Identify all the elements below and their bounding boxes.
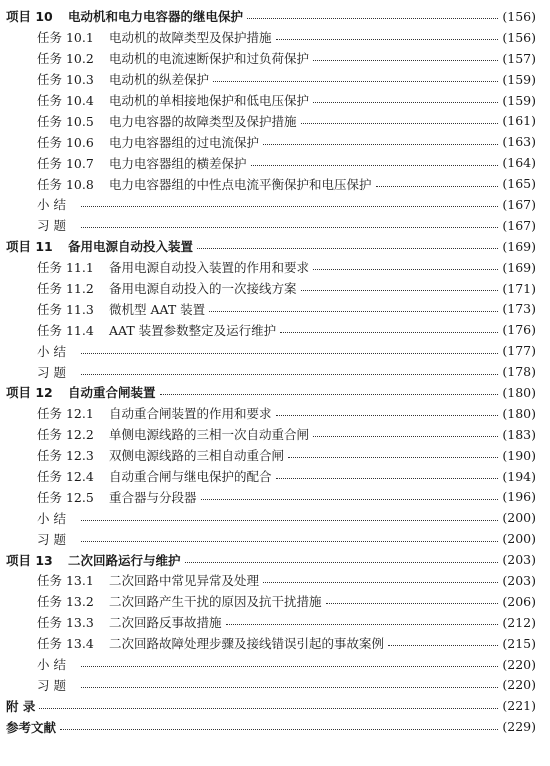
toc-entry-label: 任务 12.4: [37, 469, 94, 485]
dot-leader: [388, 644, 498, 646]
toc-entry-task[interactable]: [0, 278, 550, 299]
toc-entry-label: 任务 13.3: [37, 615, 94, 631]
toc-entry-label: 附 录: [6, 698, 36, 714]
dot-leader: [39, 707, 498, 709]
toc-entry-page-number: (173): [502, 301, 536, 317]
dot-leader: [201, 498, 499, 500]
toc-entry-title: 备用电源自动投入装置的作用和要求: [109, 260, 310, 276]
toc-entry-project[interactable]: [0, 236, 550, 257]
toc-entry-label: 小 结: [37, 197, 66, 213]
dot-leader: [81, 205, 498, 207]
toc-entry-title: 电力电容器的故障类型及保护措施: [109, 113, 297, 129]
toc-entry-label: 任务 10.8: [37, 176, 94, 192]
toc-entry-title: 二次回路运行与维护: [68, 552, 181, 568]
toc-entry-page-number: (159): [502, 92, 536, 108]
toc-entry-title: 电力电容器组的中性点电流平衡保护和电压保护: [109, 176, 372, 192]
toc-entry-title: 电动机的纵差保护: [109, 72, 210, 88]
toc-entry-page-number: (220): [502, 656, 536, 672]
toc-entry-title: 电力电容器组的横差保护: [109, 155, 247, 171]
dot-leader: [288, 456, 498, 458]
toc-entry-page-number: (194): [502, 468, 536, 484]
toc-entry-title: 电力电容器组的过电流保护: [109, 134, 260, 150]
dot-leader: [313, 268, 498, 270]
toc-entry-label: 小 结: [37, 657, 66, 673]
dot-leader: [276, 38, 499, 40]
toc-entry-title: AAT 装置参数整定及运行维护: [109, 322, 277, 338]
toc-entry-page-number: (229): [502, 719, 536, 735]
toc-entry-label: 项目 12: [6, 385, 53, 401]
toc-entry-label: 小 结: [37, 510, 66, 526]
toc-entry-page-number: (196): [502, 489, 536, 505]
toc-entry-label: 任务 10.2: [37, 51, 94, 67]
toc-entry-title: 二次回路故障处理步骤及接线错误引起的事故案例: [109, 636, 385, 652]
toc-entry-label: 任务 10.1: [37, 30, 94, 46]
toc-entry-page-number: (183): [502, 426, 536, 442]
toc-entry-project[interactable]: [0, 549, 550, 570]
toc-entry-page-number: (176): [502, 322, 536, 338]
toc-entry-task[interactable]: [0, 69, 550, 90]
dot-leader: [326, 602, 499, 604]
toc-entry-task[interactable]: [0, 424, 550, 445]
toc-entry-project[interactable]: [0, 6, 550, 27]
dot-leader: [313, 101, 498, 103]
toc-entry-title: 备用电源自动投入的一次接线方案: [109, 281, 297, 297]
toc-entry-label: 任务 10.6: [37, 134, 94, 150]
toc-entry-title: 电动机的故障类型及保护措施: [109, 30, 272, 46]
dot-leader: [301, 122, 499, 124]
toc-entry-title: 微机型 AAT 装置: [109, 301, 206, 317]
toc-entry-label: 任务 13.4: [37, 636, 94, 652]
toc-entry-task[interactable]: [0, 570, 550, 591]
toc-entry-page-number: (157): [502, 50, 536, 66]
toc-entry-page-number: (190): [502, 447, 536, 463]
toc-entry-task[interactable]: [0, 298, 550, 319]
dot-leader: [276, 477, 499, 479]
toc-entry-project[interactable]: [0, 382, 550, 403]
toc-entry-label: 任务 12.3: [37, 448, 94, 464]
toc-entry-task[interactable]: [0, 152, 550, 173]
toc-entry-summary[interactable]: [0, 194, 550, 215]
toc-entry-label: 项目 13: [6, 552, 53, 568]
toc-entry-page-number: (159): [502, 71, 536, 87]
toc-entry-summary[interactable]: [0, 654, 550, 675]
toc-entry-task[interactable]: [0, 612, 550, 633]
toc-entry-label: 参考文献: [6, 719, 57, 735]
dot-leader: [226, 623, 499, 625]
toc-entry-appendix[interactable]: [0, 716, 550, 737]
toc-entry-label: 任务 12.1: [37, 406, 94, 422]
toc-entry-task[interactable]: [0, 466, 550, 487]
toc-entry-task[interactable]: [0, 48, 550, 69]
toc-entry-page-number: (161): [502, 113, 536, 129]
dot-leader: [81, 686, 498, 688]
dot-leader: [185, 561, 499, 563]
toc-entry-page-number: (169): [502, 238, 536, 254]
toc-entry-title: 自动重合闸与继电保护的配合: [109, 469, 272, 485]
dot-leader: [280, 331, 498, 333]
toc-entry-label: 项目 10: [6, 9, 53, 25]
dot-leader: [251, 164, 499, 166]
dot-leader: [81, 540, 498, 542]
dot-leader: [247, 17, 498, 19]
toc-entry-page-number: (171): [502, 280, 536, 296]
dot-leader: [197, 247, 498, 249]
toc-entry-summary[interactable]: [0, 528, 550, 549]
dot-leader: [301, 289, 499, 291]
toc-entry-title: 自动重合闸装置的作用和要求: [109, 406, 272, 422]
dot-leader: [213, 80, 498, 82]
dot-leader: [60, 728, 498, 730]
toc-entry-page-number: (203): [502, 572, 536, 588]
toc-entry-task[interactable]: [0, 110, 550, 131]
toc-entry-summary[interactable]: [0, 215, 550, 236]
toc-entry-task[interactable]: [0, 486, 550, 507]
dot-leader: [160, 393, 499, 395]
toc-entry-page-number: (212): [502, 614, 536, 630]
toc-entry-label: 任务 12.2: [37, 427, 94, 443]
toc-entry-page-number: (221): [502, 698, 536, 714]
toc-entry-label: 习 题: [37, 677, 66, 693]
dot-leader: [263, 581, 498, 583]
toc-entry-label: 任务 10.5: [37, 113, 94, 129]
toc-entry-page-number: (163): [502, 134, 536, 150]
toc-entry-label: 任务 11.2: [37, 281, 94, 297]
toc-entry-page-number: (178): [502, 364, 536, 380]
toc-entry-task[interactable]: [0, 90, 550, 111]
toc-entry-page-number: (200): [502, 531, 536, 547]
dot-leader: [313, 435, 498, 437]
toc-entry-title: 双侧电源线路的三相自动重合闸: [109, 448, 285, 464]
dot-leader: [81, 352, 498, 354]
dot-leader: [209, 310, 498, 312]
toc-entry-label: 任务 10.3: [37, 72, 94, 88]
toc-entry-title: 备用电源自动投入装置: [68, 239, 194, 255]
toc-entry-page-number: (169): [502, 259, 536, 275]
toc-entry-task[interactable]: [0, 445, 550, 466]
toc-entry-task[interactable]: [0, 131, 550, 152]
toc-entry-summary[interactable]: [0, 675, 550, 696]
toc-entry-label: 习 题: [37, 218, 66, 234]
toc-entry-title: 重合器与分段器: [109, 489, 197, 505]
toc-entry-label: 习 题: [37, 531, 66, 547]
toc-entry-task[interactable]: [0, 403, 550, 424]
toc-entry-label: 任务 11.4: [37, 322, 94, 338]
dot-leader: [276, 414, 499, 416]
toc-entry-summary[interactable]: [0, 507, 550, 528]
toc-entry-page-number: (180): [502, 384, 536, 400]
toc-entry-title: 二次回路产生干扰的原因及抗干扰措施: [109, 594, 322, 610]
toc-entry-title: 二次回路中常见异常及处理: [109, 573, 260, 589]
toc-entry-page-number: (203): [502, 552, 536, 568]
toc-entry-task[interactable]: [0, 27, 550, 48]
toc-entry-label: 任务 11.1: [37, 260, 94, 276]
toc-entry-title: 二次回路反事故措施: [109, 615, 222, 631]
toc-entry-title: 电动机的单相接地保护和低电压保护: [109, 93, 310, 108]
toc-entry-task[interactable]: [0, 173, 550, 194]
dot-leader: [81, 373, 498, 375]
dot-leader: [81, 226, 498, 228]
toc-entry-task[interactable]: [0, 319, 550, 340]
dot-leader: [81, 519, 498, 521]
toc-entry-task[interactable]: [0, 257, 550, 278]
toc-entry-page-number: (220): [502, 677, 536, 693]
toc-entry-label: 任务 12.5: [37, 489, 94, 505]
toc-entry-label: 习 题: [37, 364, 66, 380]
toc-entry-title: 电动机的电流速断保护和过负荷保护: [109, 51, 310, 67]
toc-entry-page-number: (206): [502, 593, 536, 609]
toc-entry-label: 项目 11: [6, 239, 53, 255]
toc-entry-label: 任务 13.2: [37, 594, 94, 610]
toc-entry-title: 自动重合闸装置: [68, 385, 156, 401]
toc-entry-summary[interactable]: [0, 340, 550, 361]
toc-entry-page-number: (180): [502, 405, 536, 421]
toc-entry-page-number: (177): [502, 343, 536, 359]
toc-entry-label: 任务 11.3: [37, 301, 94, 317]
toc-entry-label: 小 结: [37, 343, 66, 359]
toc-entry-page-number: (215): [502, 635, 536, 651]
dot-leader: [313, 59, 498, 61]
toc-entry-label: 任务 10.4: [37, 93, 94, 108]
toc-entry-task[interactable]: [0, 633, 550, 654]
table-of-contents: [0, 6, 550, 737]
toc-entry-page-number: (156): [502, 29, 536, 45]
dot-leader: [376, 185, 499, 187]
toc-entry-page-number: (165): [502, 176, 536, 192]
toc-entry-summary[interactable]: [0, 361, 550, 382]
dot-leader: [81, 665, 498, 667]
toc-entry-page-number: (164): [502, 155, 536, 171]
toc-entry-page-number: (167): [502, 217, 536, 233]
toc-entry-title: 单侧电源线路的三相一次自动重合闸: [109, 427, 310, 443]
toc-entry-title: 电动机和电力电容器的继电保护: [68, 9, 244, 25]
toc-entry-page-number: (156): [502, 8, 536, 24]
toc-entry-appendix[interactable]: [0, 695, 550, 716]
toc-entry-label: 任务 10.7: [37, 155, 94, 171]
toc-entry-page-number: (200): [502, 510, 536, 526]
toc-entry-task[interactable]: [0, 591, 550, 612]
toc-entry-label: 任务 13.1: [37, 573, 94, 589]
dot-leader: [263, 143, 498, 145]
toc-entry-page-number: (167): [502, 196, 536, 212]
